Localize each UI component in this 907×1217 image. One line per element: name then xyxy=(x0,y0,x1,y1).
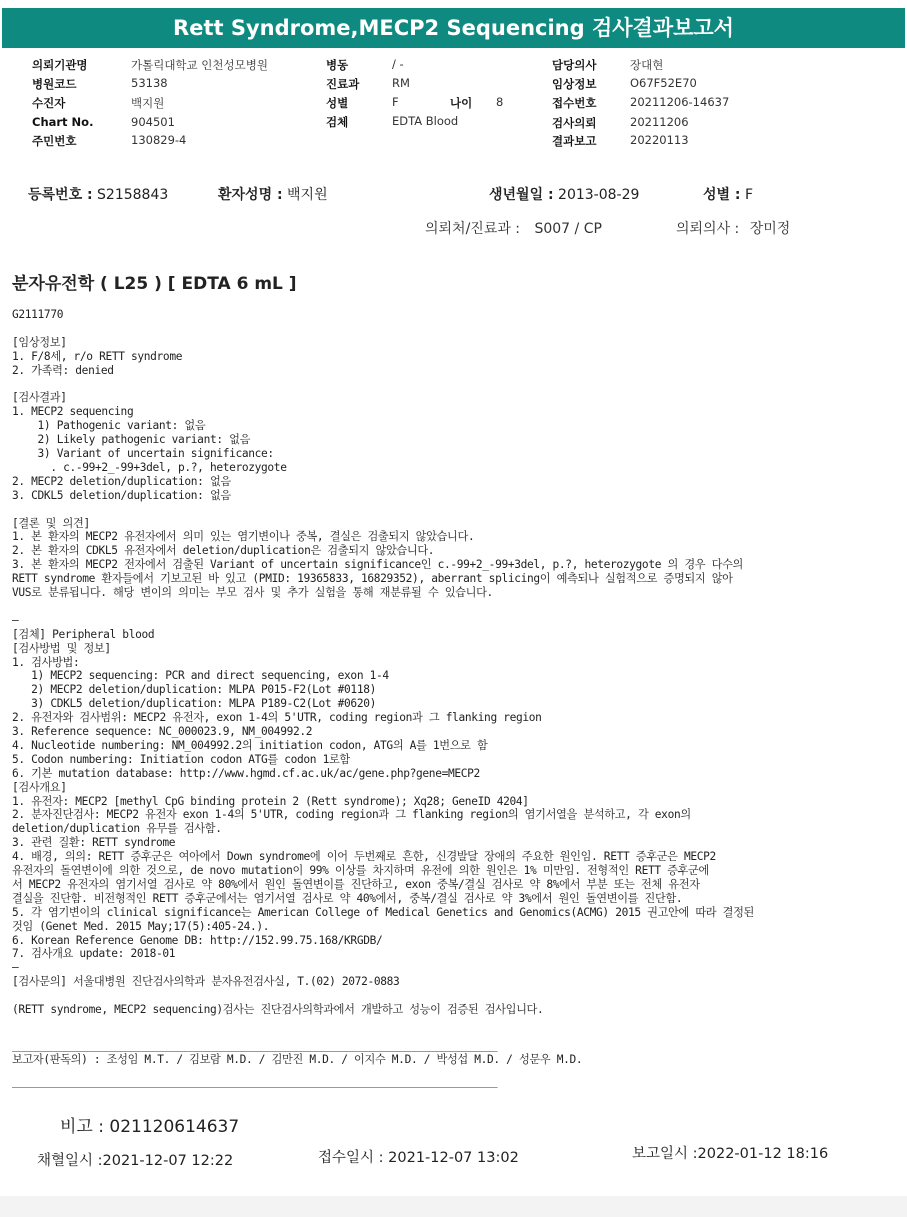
dob-value: 2013-08-29 xyxy=(558,187,640,203)
dob-line xyxy=(489,184,639,204)
dept-value: S007 / CP xyxy=(534,221,602,237)
report-line: 2. 본 환자의 CDKL5 유전자에서 deletion/duplication은 검출되지 않았습니다. xyxy=(12,544,435,558)
info-value: 904501 xyxy=(131,115,175,129)
report-time-value: 2022-01-12 18:16 xyxy=(697,1146,829,1162)
sex-line xyxy=(703,184,753,204)
report-line: 5. 각 염기변이의 clinical significance는 American College of Medical Genetics and Genomics(ACMG) 2015 권고안에 따라 결정된 xyxy=(12,905,755,919)
report-line: [검사결과] xyxy=(12,391,67,405)
report-time-line xyxy=(632,1142,828,1163)
report-line: 유전자의 돌연변이에 의한 것으로, de novo mutation이 99% 이상를 차지하며 유전에 의한 원인은 1% 미만임. 전형적인 RETT 증후군에 xyxy=(12,864,709,877)
receive-time-line xyxy=(318,1146,519,1167)
report-line: 3) Variant of uncertain significance: xyxy=(12,447,274,460)
registration-line xyxy=(28,184,168,204)
report-line: — xyxy=(12,613,19,627)
info-label: 병원코드 xyxy=(32,77,77,91)
report-line: 2. 유전자와 검사범위: MECP2 유전자, exon 1-4의 5'UTR, coding region과 그 flanking region xyxy=(12,711,542,725)
receive-time-value: 2021-12-07 13:02 xyxy=(388,1150,519,1166)
note-line xyxy=(60,1112,239,1137)
dept-line xyxy=(425,218,602,238)
report-line: 3. CDKL5 deletion/duplication: 없음 xyxy=(12,488,231,502)
report-line: 2) MECP2 deletion/duplication: MLPA P015-F2(Lot #0118) xyxy=(12,683,376,697)
info-label: 병동 xyxy=(326,58,349,72)
info-label: 의뢰기관명 xyxy=(32,58,88,72)
info-label: 검체 xyxy=(326,115,349,129)
note-label: 비고 : xyxy=(60,1117,104,1137)
report-line: 7. 검사개요 update: 2018-01 xyxy=(12,947,176,961)
doctor-label: 의뢰의사 : xyxy=(676,221,740,237)
report-line: [검체] Peripheral blood xyxy=(12,627,155,641)
report-line: 1. 검사방법: xyxy=(12,655,80,669)
report-line: 결실을 진단함. 비전형적인 RETT 증후군에서는 염기서열 검사로 약 40%에서, 중복/결실 검사로 약 3%에서 원인 돌연변이를 진단함. xyxy=(12,891,683,905)
report-line: 2. 분자진단검사: MECP2 유전자 exon 1-4의 5'UTR, coding region과 그 flanking region의 염기서열을 분석하고, 각 exon의 xyxy=(12,808,691,822)
note-value: 021120614637 xyxy=(109,1117,240,1137)
report-line: 2. MECP2 deletion/duplication: 없음 xyxy=(12,474,231,488)
collect-time-value: 2021-12-07 12:22 xyxy=(102,1153,234,1169)
patient-name-line xyxy=(218,184,328,204)
report-line: 서 MECP2 유전자의 염기서열 검사로 약 80%에서 원인 돌연변이를 진단하고, exon 중복/결실 검사로 약 8%에서 부분 또는 전체 유전자 xyxy=(12,877,700,891)
report-line: 3. 본 환자의 MECP2 전자에서 검출된 Variant of uncertain significance인 c.-99+2_-99+3del, p.?, heterozygote 의 경우 다수의 xyxy=(12,558,743,572)
report-line: 5. Codon numbering: Initiation codon ATG를 codon 1로함 xyxy=(12,752,350,766)
report-line: ____________________________________________________________________________ xyxy=(12,1074,498,1088)
info-label: 수진자 xyxy=(32,96,66,110)
report-line: 1. 유전자: MECP2 [methyl CpG binding protein 2 (Rett syndrome); Xq28; GeneID 4204] xyxy=(12,794,529,808)
report-line: 6. Korean Reference Genome DB: http://152.99.75.168/KRGDB/ xyxy=(12,933,383,947)
age-value: 8 xyxy=(496,95,504,109)
doctor-line xyxy=(676,218,790,238)
receive-time-label: 접수일시 : xyxy=(318,1150,384,1166)
patient-name-label: 환자성명 : xyxy=(218,187,283,203)
report-line: (RETT syndrome, MECP2 sequencing)검사는 진단검사의학과에서 개발하고 성능이 검증된 검사입니다. xyxy=(12,1003,544,1016)
patient-name-value: 백지원 xyxy=(287,187,328,203)
info-value: RM xyxy=(392,76,410,90)
report-line: 2. 가족력: denied xyxy=(12,363,114,377)
report-line: deletion/duplication 유무를 검사함. xyxy=(12,822,222,836)
reg-number-label: 등록번호 : xyxy=(28,187,93,203)
report-line: 1. F/8세, r/o RETT syndrome xyxy=(12,349,183,363)
report-line: ____________________________________________________________________________ xyxy=(12,1038,498,1052)
report-line: 1) Pathogenic variant: 없음 xyxy=(12,419,206,433)
section-title: 분자유전학 ( L25 ) [ EDTA 6 mL ] xyxy=(12,274,297,294)
info-value: / - xyxy=(392,57,404,71)
info-value: 20211206-14637 xyxy=(630,95,730,109)
report-line: 것임 (Genet Med. 2015 May;17(5):405-24.). xyxy=(12,919,270,933)
report-time-label: 보고일시 : xyxy=(632,1146,698,1162)
report-line: 3. 관련 질환: RETT syndrome xyxy=(12,836,176,850)
report-line: 1. 본 환자의 MECP2 유전자에서 의미 있는 염기변이나 중복, 결실은 검출되지 않았습니다. xyxy=(12,530,475,544)
report-line: 4. Nucleotide numbering: NM_004992.2의 initiation codon, ATG의 A를 1번으로 함 xyxy=(12,738,488,752)
report-line: VUS로 분류됩니다. 해당 변이의 의미는 부모 검사 및 추가 실험을 통해 재분류될 수 있습니다. xyxy=(12,586,493,599)
collect-time-line xyxy=(37,1149,233,1170)
bottom-margin xyxy=(0,1196,907,1217)
age-label: 나이 xyxy=(450,96,473,110)
info-value: 20220113 xyxy=(630,133,689,147)
info-label: 검사의뢰 xyxy=(552,116,597,130)
report-line: [결론 및 의견] xyxy=(12,516,90,530)
report-line: RETT syndrome 환자들에서 기보고된 바 있고 (PMID: 19365833, 16829352), aberrant splicing이 예측되나 실험적으로 증명되지 않아 xyxy=(12,572,733,586)
info-value: F xyxy=(392,95,399,109)
report-line: [임상정보] xyxy=(12,335,67,349)
sex-label: 성별 : xyxy=(703,187,741,203)
report-line: [검사방법 및 정보] xyxy=(12,641,111,655)
info-label: 주민번호 xyxy=(32,134,77,148)
info-label: 담당의사 xyxy=(552,58,597,72)
report-line: [검사개요] xyxy=(12,780,67,794)
info-value: 장대현 xyxy=(630,58,664,72)
info-label: Chart No. xyxy=(32,115,94,129)
info-value: 53138 xyxy=(131,76,168,90)
report-line: 6. 기본 mutation database: http://www.hgmd.cf.ac.uk/ac/gene.php?gene=MECP2 xyxy=(12,766,480,780)
report-line: G2111770 xyxy=(12,308,64,321)
info-label: 임상정보 xyxy=(552,77,597,91)
report-line: — xyxy=(12,961,19,975)
info-label: 접수번호 xyxy=(552,96,597,110)
info-value: 130829-4 xyxy=(131,133,187,147)
report-line: . c.-99+2_-99+3del, p.?, heterozygote xyxy=(12,460,287,474)
info-label: 진료과 xyxy=(326,77,360,91)
sex-value: F xyxy=(744,187,754,203)
dob-label: 생년월일 : xyxy=(489,187,554,203)
report-line: 4. 배경, 의의: RETT 증후군은 여아에서 Down syndrome에 이어 두번째로 흔한, 신경발달 장애의 주요한 원인임. RETT 증후군은 MECP2 xyxy=(12,850,716,864)
info-value: 20211206 xyxy=(630,115,689,129)
info-value: EDTA Blood xyxy=(392,114,459,128)
report-line: 1) MECP2 sequencing: PCR and direct sequencing, exon 1-4 xyxy=(12,669,389,683)
reg-number-value: S2158843 xyxy=(97,187,169,203)
info-label: 결과보고 xyxy=(552,134,597,148)
report-line: 1. MECP2 sequencing xyxy=(12,405,134,419)
info-value: 가톨릭대학교 인천성모병원 xyxy=(131,58,268,72)
report-line: [검사문의] 서울대병원 진단검사의학과 분자유전검사실, T.(02) 2072-0883 xyxy=(12,975,400,989)
doctor-value: 장미정 xyxy=(749,221,791,237)
report-title: Rett Syndrome,MECP2 Sequencing 검사결과보고서 xyxy=(2,8,905,48)
report-line: 보고자(판독의) : 조성임 M.T. / 김보람 M.D. / 김만진 M.D. / 이지수 M.D. / 박성섭 M.D. / 성문우 M.D. xyxy=(12,1052,583,1066)
report-line: 3) CDKL5 deletion/duplication: MLPA P189-C2(Lot #0620) xyxy=(12,697,376,711)
dept-label: 의뢰처/진료과 : xyxy=(425,221,521,237)
report-line: 2) Likely pathogenic variant: 없음 xyxy=(12,433,251,447)
info-value: O67F52E70 xyxy=(630,76,697,90)
info-label: 성별 xyxy=(326,96,349,110)
info-value: 백지원 xyxy=(131,96,165,110)
report-line: 3. Reference sequence: NC_000023.9, NM_004992.2 xyxy=(12,725,313,738)
collect-time-label: 채혈일시 : xyxy=(37,1153,103,1169)
